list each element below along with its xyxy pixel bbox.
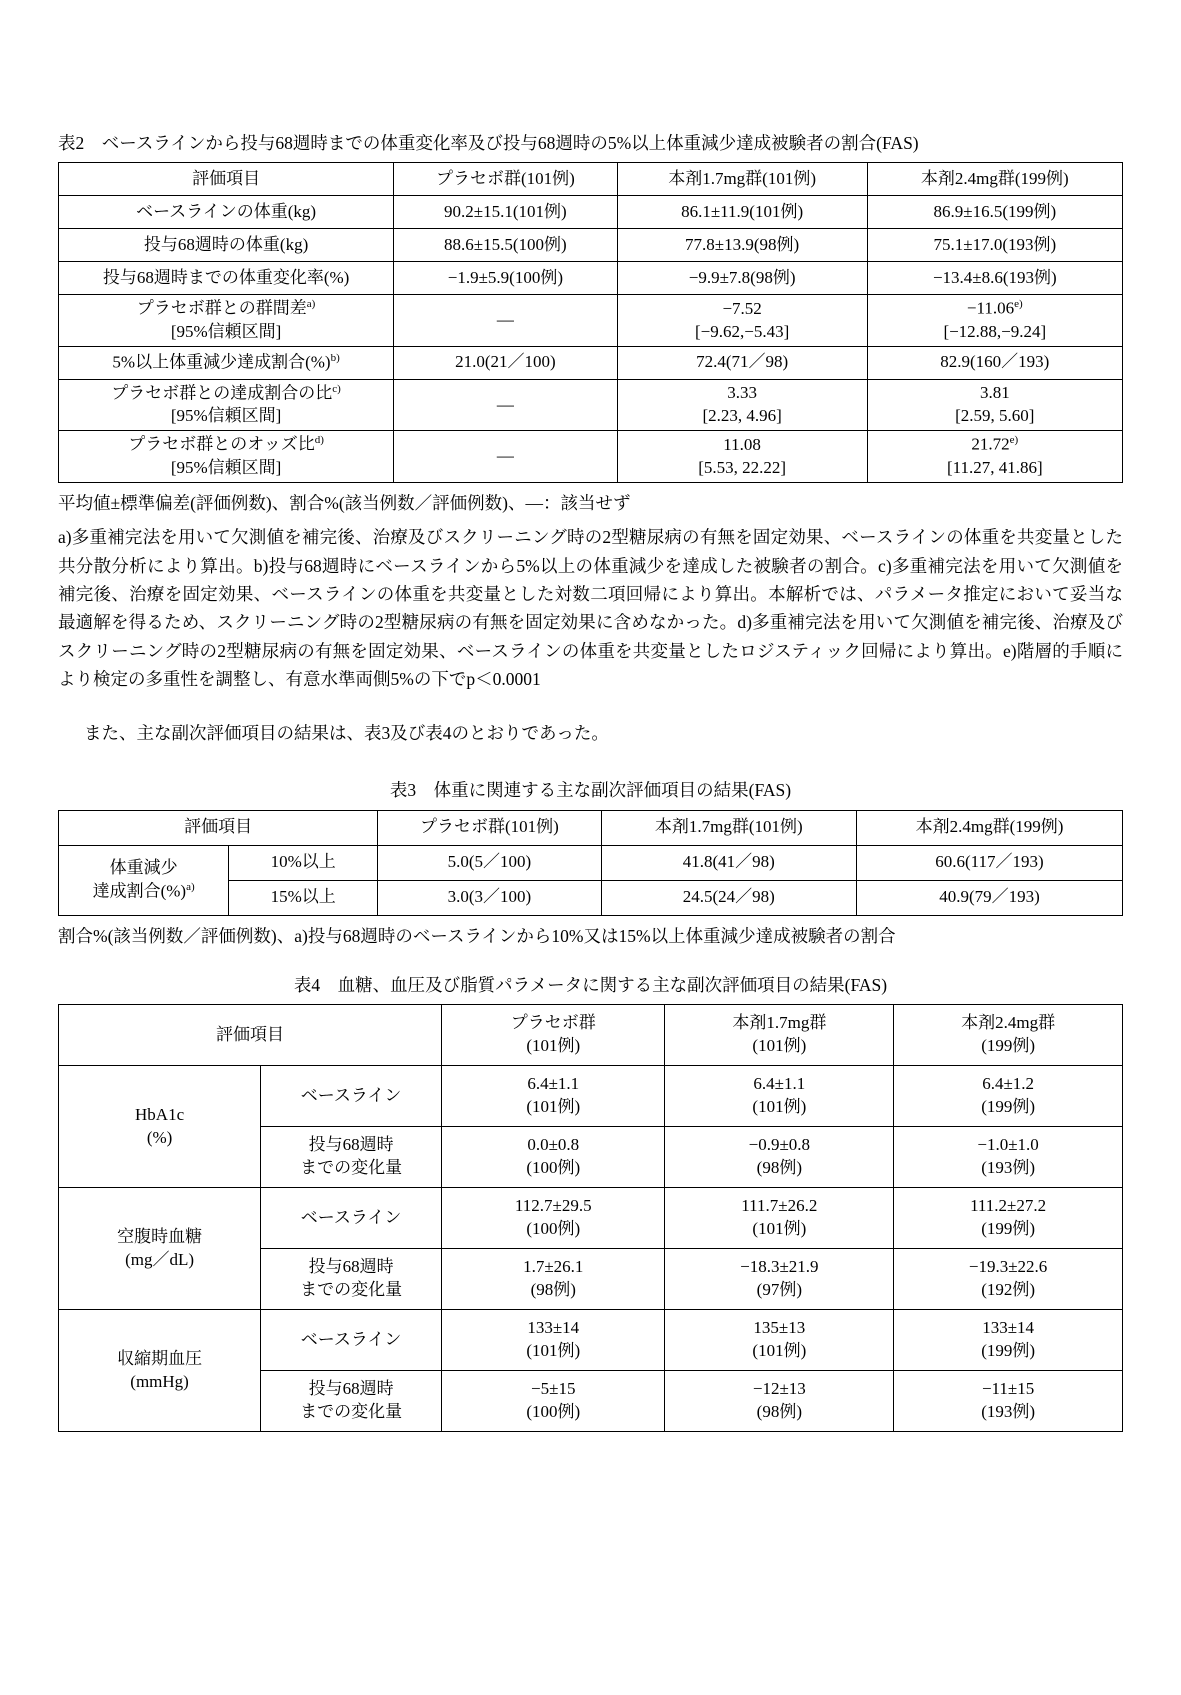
row-sublabel-line1: ベースライン [300,1207,402,1227]
cell-value: 3.33 [727,383,757,403]
table-row [59,1066,1123,1127]
cell-17mg: −9.9±7.8(98例) [617,262,867,295]
cell-24mg: 82.9(160／193) [867,346,1122,379]
table3-caption: 表3 体重に関連する主な副次評価項目の結果(FAS) [389,780,792,801]
table-header-row [59,163,1123,196]
cell-ci: [11.27, 41.86] [946,457,1043,477]
cell-value: −0.9±0.8 [748,1135,811,1155]
cell-placebo: — [394,431,617,483]
cell-value: −7.52 [722,298,762,318]
rowgroup-label-line2: (mg／dL) [125,1249,195,1269]
cell-n: (98例) [756,1158,802,1178]
cell-17mg: 41.8(41／98) [601,845,856,880]
footnote-marker: a) [306,298,316,311]
cell-value: 6.4±1.1 [753,1074,806,1094]
cell-value: 133±14 [982,1318,1035,1338]
row-label-text: プラセボ群との達成割合の比 [111,383,333,403]
cell-placebo [442,1310,665,1371]
rowgroup-label-line1: 体重減少 [109,857,178,877]
row-label: ベースラインの体重(kg) [59,196,394,229]
footnote-marker: d) [314,434,324,447]
table2-note-1: 平均値±標準偏差(評価例数)、割合%(該当例数／評価例数)、—：該当せず [58,492,631,513]
row-sublabel [261,1188,442,1249]
table-row [59,229,1123,262]
cell-24mg [894,1310,1123,1371]
col-header-item: 評価項目 [59,1005,442,1066]
row-label [59,431,394,483]
cell-n: (101例) [752,1219,807,1239]
row-sublabel-line1: ベースライン [300,1085,402,1105]
table-row [59,196,1123,229]
col-header-item: 評価項目 [59,163,394,196]
cell-value: −18.3±21.9 [740,1257,819,1277]
cell-24mg: 60.6(117／193) [856,845,1122,880]
cell-n: (100例) [526,1219,581,1239]
cell-24mg [867,379,1122,431]
table-row [59,379,1123,431]
col-header-placebo: プラセボ群(101例) [394,163,617,196]
cell-value: 3.81 [979,383,1010,403]
rowgroup-label-line2: 達成割合(%) [92,881,187,901]
cell-placebo [442,1127,665,1188]
rowgroup-label-line1: HbA1c [135,1104,185,1124]
row-sublabel [261,1371,442,1432]
cell-placebo: 5.0(5／100) [378,845,601,880]
row-sublabel-line2: までの変化量 [300,1402,403,1422]
cell-24mg [867,431,1122,483]
row-label-text: プラセボ群とのオッズ比 [128,434,315,454]
row-label: 投与68週時の体重(kg) [59,229,394,262]
table-row [59,346,1123,379]
col-header-17mg: 本剤1.7mg群(101例) [601,810,856,845]
cell-value: 133±14 [527,1318,580,1338]
cell-17mg [617,379,867,431]
cell-n: (199例) [981,1341,1036,1361]
col-header-line1: 本剤2.4mg群 [961,1013,1056,1033]
cell-24mg [894,1249,1123,1310]
table-row [59,845,1123,880]
cell-24mg [867,295,1122,347]
rowgroup-label-hba1c [59,1066,261,1188]
row-sublabel [261,1249,442,1310]
col-header-line2: (101例) [752,1036,807,1056]
cell-17mg [665,1188,894,1249]
col-header-placebo [442,1005,665,1066]
cell-24mg: 40.9(79／193) [856,880,1122,915]
cell-value: −1.0±1.0 [977,1135,1039,1155]
cell-placebo: −1.9±5.9(100例) [394,262,617,295]
col-header-24mg: 本剤2.4mg群(199例) [856,810,1122,845]
row-sublabel-line1: 投与68週時 [308,1257,394,1277]
cell-ci: [2.23, 4.96] [702,406,782,426]
row-label: 投与68週時までの体重変化率(%) [59,262,394,295]
cell-n: (98例) [756,1402,802,1422]
cell-placebo: 3.0(3／100) [378,880,601,915]
table2 [58,162,1123,483]
cell-ci: [−12.88,−9.24] [943,321,1047,341]
cell-placebo: 90.2±15.1(101例) [394,196,617,229]
row-sublabel-line1: 投与68週時 [308,1135,394,1155]
cell-n: (101例) [526,1341,581,1361]
row-sublabel: 15%以上 [229,880,378,915]
cell-24mg [894,1188,1123,1249]
cell-n: (97例) [756,1280,802,1300]
table3-note: 割合%(該当例数／評価例数)、a)投与68週時のベースラインから10%又は15%以上体重減少達成被験者の割合 [58,925,896,946]
row-sublabel [261,1310,442,1371]
cell-value: −11±15 [981,1379,1035,1399]
rowgroup-label [59,845,229,915]
cell-n: (98例) [530,1280,576,1300]
cell-ci: [−9.62,−5.43] [694,321,790,341]
cell-placebo [442,1066,665,1127]
cell-24mg: 86.9±16.5(199例) [867,196,1122,229]
cell-n: (101例) [526,1097,581,1117]
row-sublabel-line2: までの変化量 [300,1280,403,1300]
cell-n: (192例) [981,1280,1036,1300]
table-row [59,1310,1123,1371]
col-header-line2: (199例) [981,1036,1036,1056]
col-header-line2: (101例) [526,1036,581,1056]
table4 [58,1004,1123,1432]
cell-17mg: 77.8±13.9(98例) [617,229,867,262]
cell-value: 6.4±1.1 [527,1074,580,1094]
cell-24mg: 75.1±17.0(193例) [867,229,1122,262]
cell-24mg [894,1066,1123,1127]
table-header-row [59,1005,1123,1066]
cell-value: 111.7±26.2 [741,1196,818,1216]
rowgroup-label-fasting-glucose [59,1188,261,1310]
col-header-17mg: 本剤1.7mg群(101例) [617,163,867,196]
col-header-24mg [894,1005,1123,1066]
cell-value: 111.2±27.2 [970,1196,1047,1216]
cell-value: −12±13 [752,1379,806,1399]
table-row [59,431,1123,483]
row-label [59,295,394,347]
row-label [59,346,394,379]
rowgroup-label-systolic-bp [59,1310,261,1432]
cell-n: (199例) [981,1097,1036,1117]
row-label-text: プラセボ群との群間差 [136,298,307,318]
cell-17mg [617,295,867,347]
row-label-sub: [95%信頼区間] [170,457,282,477]
cell-placebo [442,1249,665,1310]
footnote-marker: c) [332,382,341,395]
row-label-sub: [95%信頼区間] [170,406,282,426]
cell-n: (193例) [981,1158,1036,1178]
cell-value: 135±13 [753,1318,806,1338]
cell-placebo: 21.0(21／100) [394,346,617,379]
cell-value: 0.0±0.8 [527,1135,580,1155]
cell-placebo [442,1371,665,1432]
cell-17mg [665,1249,894,1310]
cell-17mg [665,1066,894,1127]
cell-ci: [5.53, 22.22] [698,457,787,477]
row-sublabel [261,1066,442,1127]
cell-value: 21.72$^{e)}$ [971,434,1019,454]
cell-value: 11.08 [723,434,761,454]
rowgroup-label-line1: 収縮期血圧 [117,1348,203,1368]
row-label-text: 5%以上体重減少達成割合(%) [112,352,331,372]
cell-n: (193例) [981,1402,1036,1422]
table-row [59,262,1123,295]
cell-n: (100例) [526,1158,581,1178]
row-sublabel: 10%以上 [229,845,378,880]
cell-17mg [665,1310,894,1371]
cell-17mg: 24.5(24／98) [601,880,856,915]
cell-17mg: 72.4(71／98) [617,346,867,379]
cell-value: −5±15 [531,1379,576,1399]
row-sublabel [261,1127,442,1188]
row-label-sub: [95%信頼区間] [170,321,282,341]
cell-24mg [894,1371,1123,1432]
cell-value: 112.7±29.5 [514,1196,592,1216]
table3 [58,810,1123,916]
cell-17mg: 86.1±11.9(101例) [617,196,867,229]
body-paragraph: また、主な副次評価項目の結果は、表3及び表4のとおりであった。 [84,723,609,744]
col-header-17mg [665,1005,894,1066]
col-header-item: 評価項目 [59,810,378,845]
col-header-placebo: プラセボ群(101例) [378,810,601,845]
footnote-marker: b) [330,351,340,364]
cell-placebo: — [394,379,617,431]
col-header-24mg: 本剤2.4mg群(199例) [867,163,1122,196]
row-sublabel-line2: までの変化量 [300,1158,403,1178]
table4-caption: 表4 血糖、血圧及び脂質パラメータに関する主な副次評価項目の結果(FAS) [293,974,888,995]
cell-n: (100例) [526,1402,581,1422]
cell-n: (101例) [752,1097,807,1117]
cell-24mg [894,1127,1123,1188]
cell-value: 6.4±1.2 [982,1074,1035,1094]
cell-17mg [665,1127,894,1188]
table2-note-2: a)多重補完法を用いて欠測値を補完後、治療及びスクリーニング時の2型糖尿病の有無を固定効果、ベースラインの体重を共変量とした共分散分析により算出。b)投与68週時にベースラインから5%以上の体重減少を達成した被験者の割合。c)多重補完法を用いて欠測値を補完後、治療を固定効果、ベースラインの体重を共変量とした対数二項回帰により算出。本解析では、パラメータ推定において妥当な最適解を得るため、スクリーニング時の2型糖尿病の有無を固定効果に含めなかった。d)多重補完法を用いて欠測値を補完後、治療及びスクリーニング時の2型糖尿病の有無を固定効果、ベースラインの体重を共変量としたロジスティック回帰により算出。e)階層的手順により検定の多重性を調整し、有意水準両側5%の下でp＜0.0001 [58,527,1123,689]
cell-n: (199例) [981,1219,1036,1239]
rowgroup-label-line2: (mmHg) [130,1371,189,1391]
table-row [59,295,1123,347]
rowgroup-label-line1: 空腹時血糖 [117,1226,203,1246]
footnote-marker: a) [186,880,195,893]
cell-24mg: −13.4±8.6(193例) [867,262,1122,295]
table-header-row [59,810,1123,845]
row-sublabel-line1: ベースライン [300,1329,402,1349]
col-header-line1: 本剤1.7mg群 [732,1013,827,1033]
cell-ci: [2.59, 5.60] [955,406,1035,426]
row-sublabel-line1: 投与68週時 [308,1379,394,1399]
row-label [59,379,394,431]
cell-value: $-11.06^{e)}$ [966,298,1023,318]
cell-17mg [617,431,867,483]
cell-placebo: 88.6±15.5(100例) [394,229,617,262]
table2-caption: 表2 ベースラインから投与68週時までの体重変化率及び投与68週時の5%以上体重減少達成被験者の割合(FAS) [58,133,919,153]
table-row [59,1188,1123,1249]
cell-n: (101例) [752,1341,807,1361]
col-header-line1: プラセボ群 [510,1013,596,1033]
cell-placebo: — [394,295,617,347]
cell-value: 1.7±26.1 [523,1257,584,1277]
cell-17mg [665,1371,894,1432]
rowgroup-label-line2: (%) [146,1127,173,1147]
cell-placebo [442,1188,665,1249]
cell-value: −19.3±22.6 [968,1257,1048,1277]
